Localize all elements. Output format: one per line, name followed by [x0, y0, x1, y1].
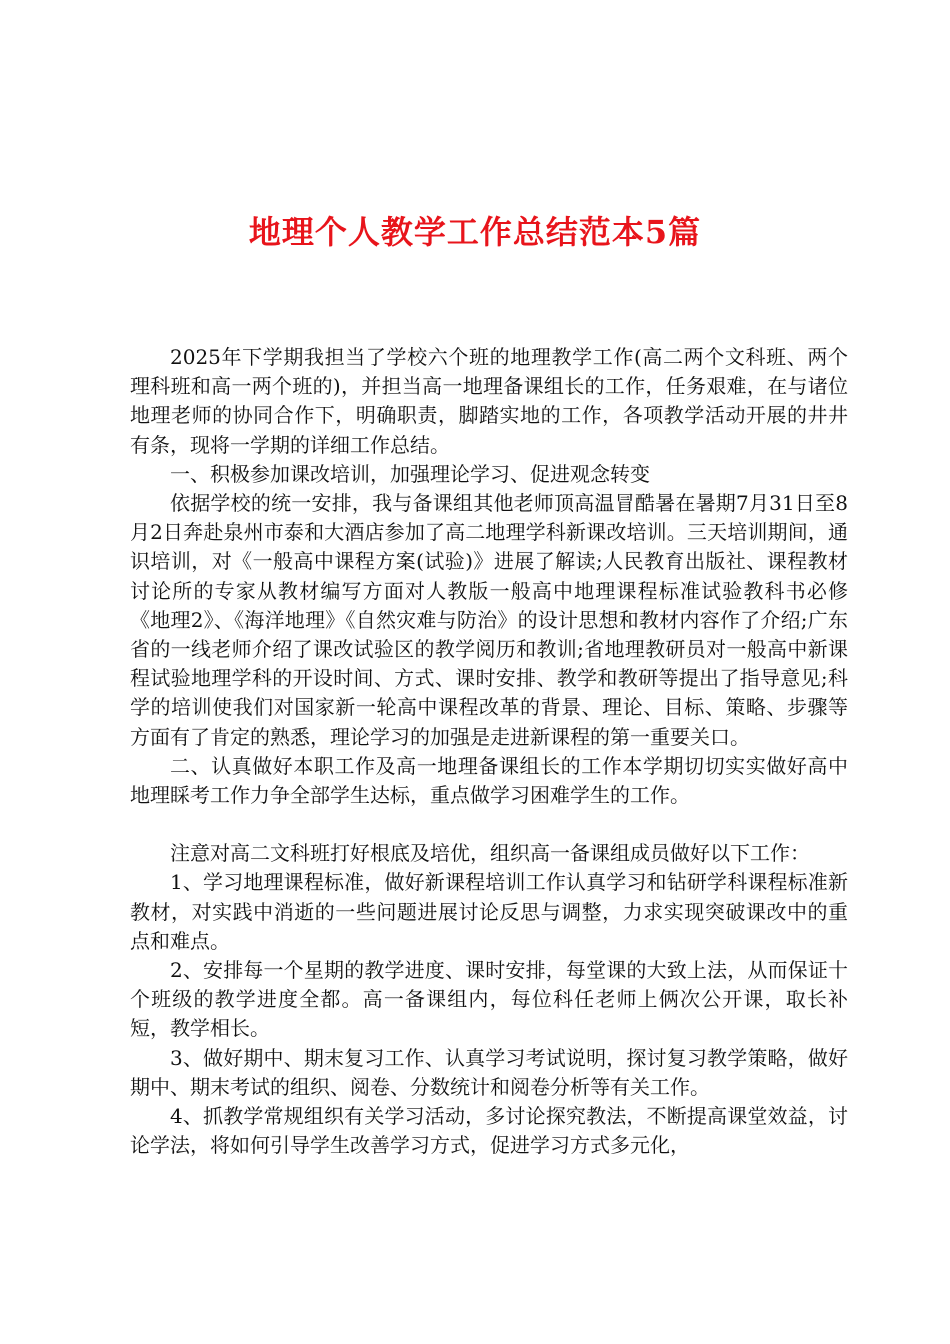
- section-heading-2: 二、认真做好本职工作及高一地理备课组长的工作本学期切切实实做好高中地理睬考工作力争全部学生达标，重点做学习困难学生的工作。: [130, 753, 848, 808]
- list-item-1: 1、学习地理课程标准，做好新课程培训工作认真学习和钻研学科课程标准新教材，对实践中消逝的一些问题进展讨论反思与调整，力求实现突破课改中的重点和难点。: [130, 870, 848, 953]
- document-title: 地理个人教学工作总结范本5篇: [248, 213, 702, 251]
- paragraph-training: 依据学校的统一安排，我与备课组其他老师顶高温冒酷暑在暑期7月31日至8月2日奔赴泉州市泰和大酒店参加了高二地理学科新课改培训。三天培训期间，通识培训，对《一般高中课程方案(试验)》进展了解读;人民教育出版社、课程教材讨论所的专家从教材编写方面对人教版一般高中地理课程标准试验教科书必修《地理2》、《海洋地理》《自然灾难与防治》的设计思想和教材内容作了介绍;广东省的一线老师介绍了课改试验区的教学阅历和教训;省地理教研员对一般高中新课程试验地理学科的开设时间、方式、课时安排、教学和教研等提出了指导意见;科学的培训使我们对国家新一轮高中课程改革的背景、理论、目标、策略、步骤等方面有了肯定的熟悉，理论学习的加强是走进新课程的第一重要关口。: [130, 491, 848, 749]
- list-item-4: 4、抓教学常规组织有关学习活动，多讨论探究教法，不断提高课堂效益，讨论学法，将如何引导学生改善学习方式，促进学习方式多元化，: [130, 1104, 848, 1158]
- section-heading-1: 一、积极参加课改培训，加强理论学习、促进观念转变: [170, 461, 650, 486]
- document-body: [130, 343, 848, 1160]
- paragraph-intro: 2025年下学期我担当了学校六个班的地理教学工作(高二两个文科班、两个理科班和高一两个班的)，并担当高一地理备课组长的工作，任务艰难，在与诸位地理老师的协同合作下，明确职责，脚踏实地的工作，各项教学活动开展的井井有条，现将一学期的详细工作总结。: [130, 345, 848, 457]
- paragraph-focus: 注意对高二文科班打好根底及培优，组织高一备课组成员做好以下工作：: [170, 841, 810, 866]
- list-item-3: 3、做好期中、期末复习工作、认真学习考试说明，探讨复习教学策略，做好期中、期末考试的组织、阅卷、分数统计和阅卷分析等有关工作。: [130, 1045, 848, 1099]
- list-item-2: 2、安排每一个星期的教学进度、课时安排，每堂课的大致上法，从而保证十个班级的教学进度全都。高一备课组内，每位科任老师上俩次公开课，取长补短，教学相长。: [130, 958, 848, 1041]
